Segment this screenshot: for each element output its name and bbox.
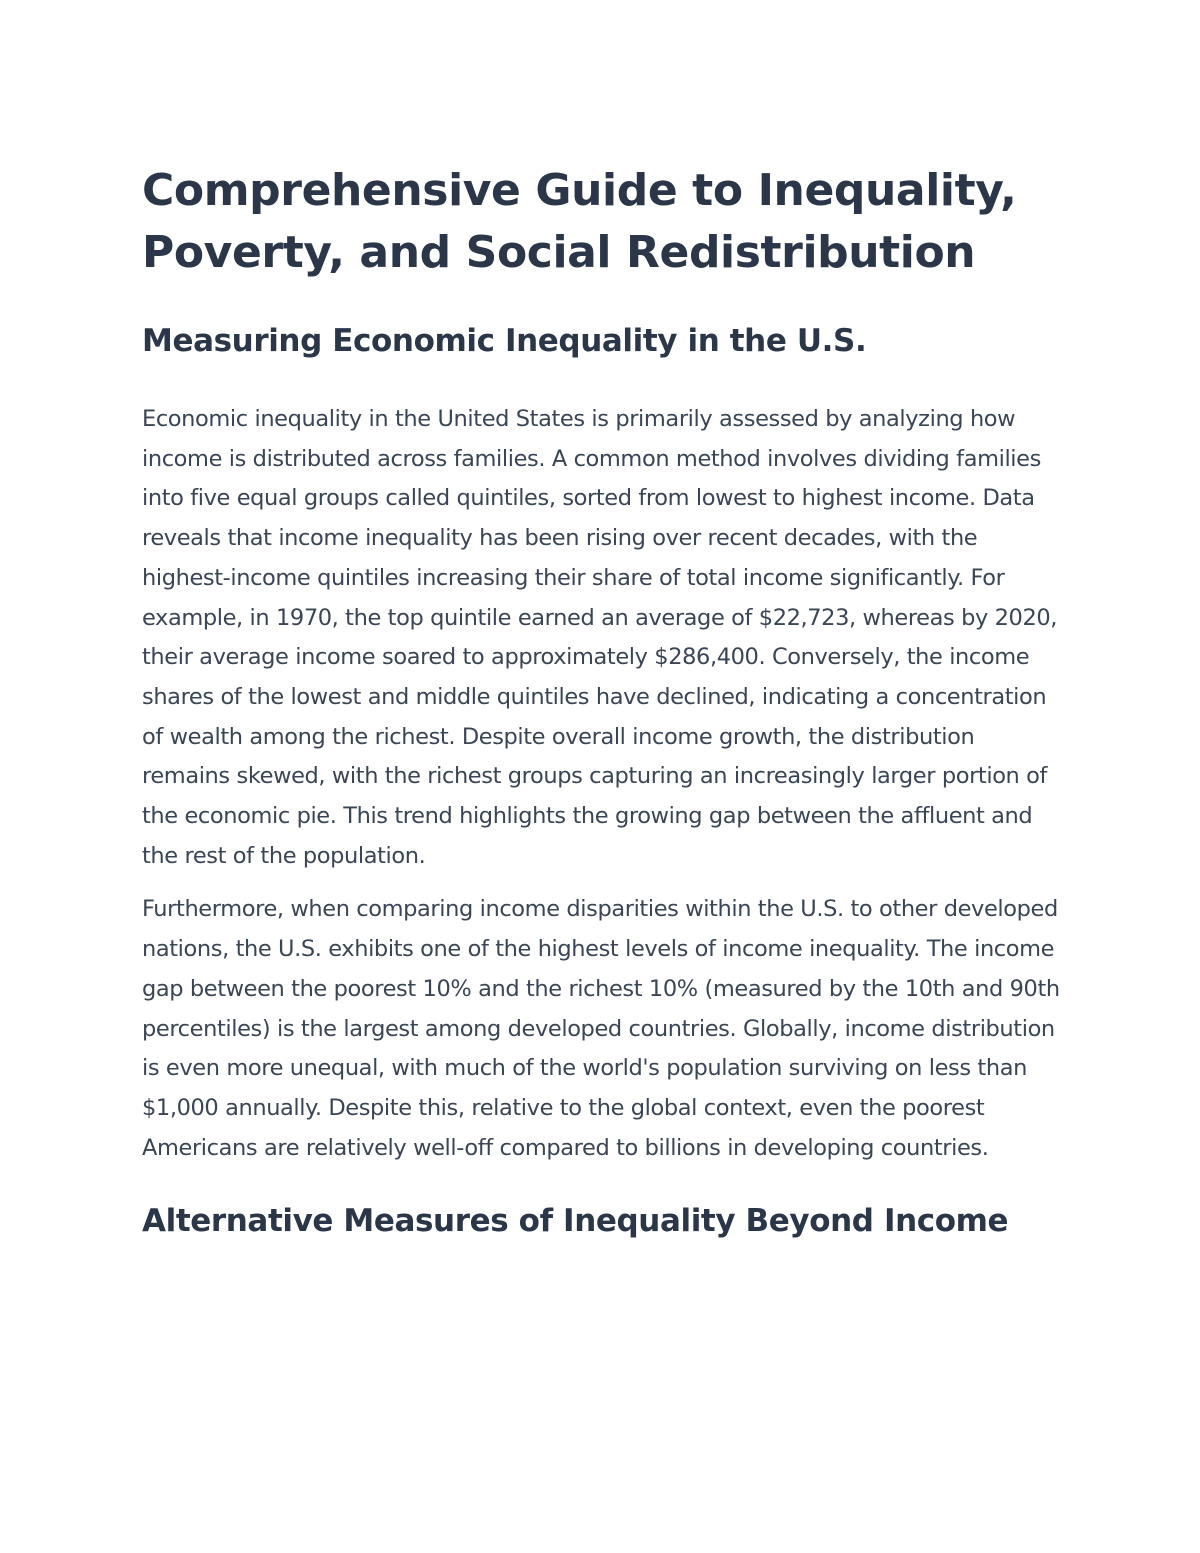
document-title: Comprehensive Guide to Inequality, Poverty, and Social Redistribution — [142, 165, 1017, 278]
section-heading-alternative-measures: Alternative Measures of Inequality Beyond Income — [142, 1203, 1009, 1240]
paragraph-income-distribution: Economic inequality in the United States is primarily assessed by analyzing how income is distributed across families. A common method involves dividing families into five equal groups called quintiles, sorted from lowest to highest income. Data reveals that income inequality has been rising over recent decades, with the highest-income quintiles increasing their share of total income significantly. For example, in 1970, the top quintile earned an average of $22,723, whereas by 2020, their average income soared to approximately $286,400. Conversely, the income shares of the lowest and middle quintiles have declined, indicating a concentration of wealth among the richest. Despite overall income growth, the distribution remains skewed, with the richest groups capturing an increasingly larger portion of the economic pie. This trend highlights the growing gap between the affluent and the rest of the population. — [142, 406, 1058, 869]
section-heading-measuring-inequality: Measuring Economic Inequality in the U.S. — [142, 323, 867, 359]
document-page — [142, 160, 1062, 1250]
paragraph-international-comparison: Furthermore, when comparing income disparities within the U.S. to other developed nations, the U.S. exhibits one of the highest levels of income inequality. The income gap between the poorest 10% and the richest 10% (measured by the 10th and 90th percentiles) is the largest among developed countries. Globally, income distribution is even more unequal, with much of the world's population surviving on less than $1,000 annually. Despite this, relative to the global context, even the poorest Americans are relatively well-off compared to billions in developing countries. — [142, 896, 1060, 1161]
